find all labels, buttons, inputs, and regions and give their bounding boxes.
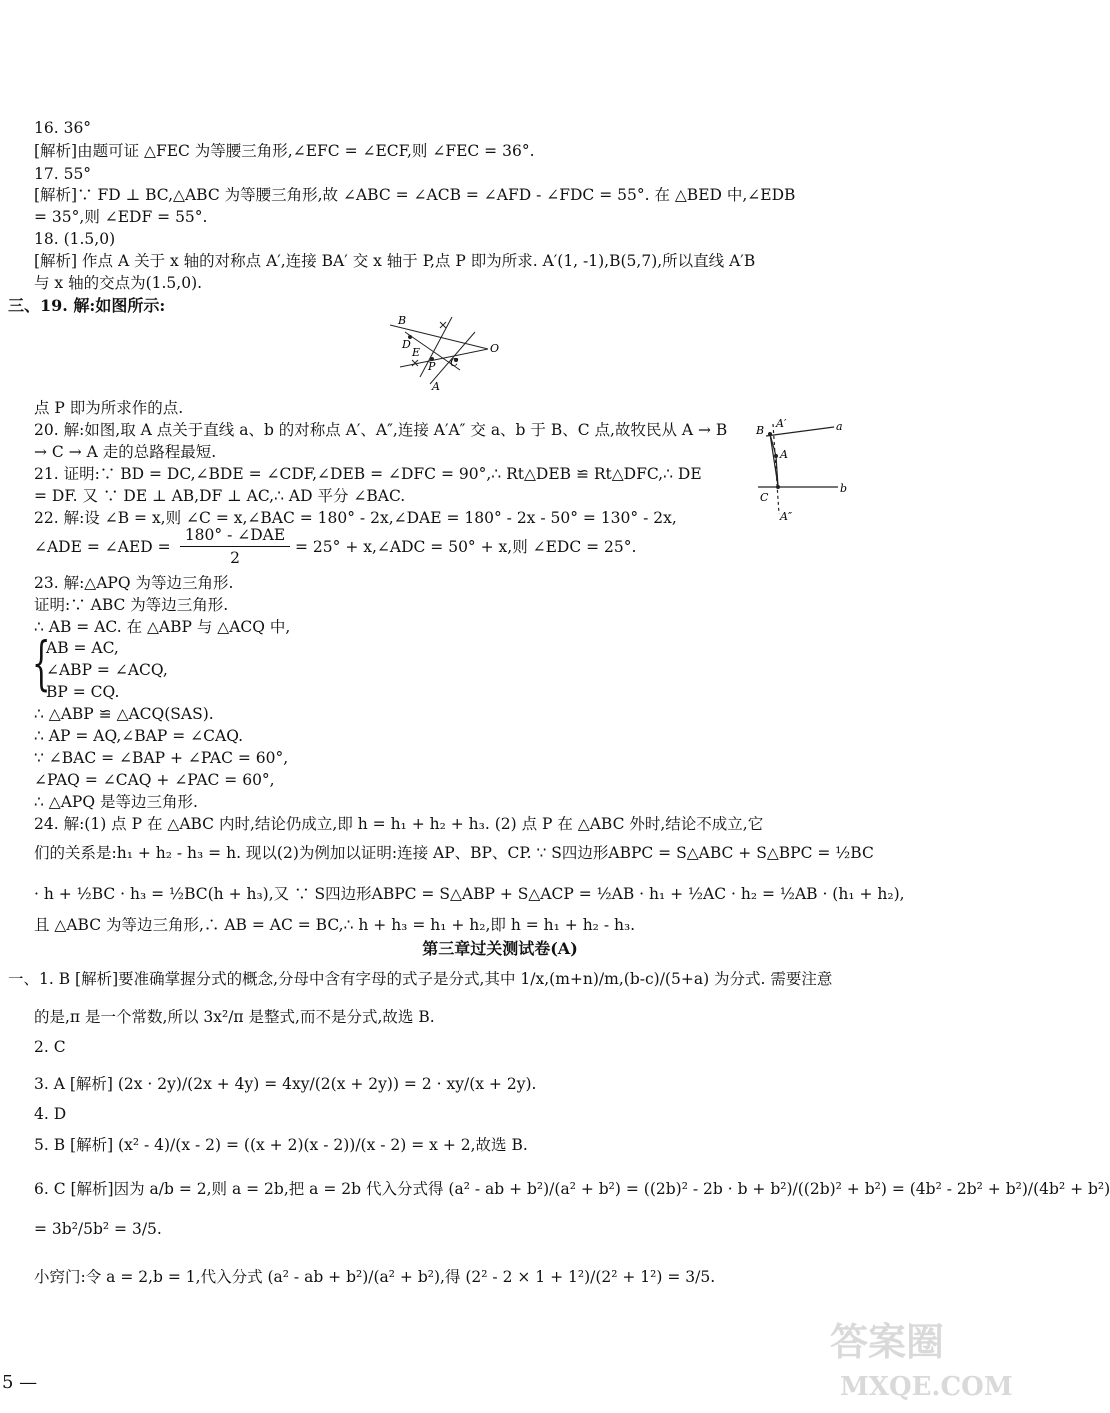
brace: { — [32, 629, 51, 697]
mc-5: 5. B [解析] (x² - 4)/(x - 2) = ((x + 2)(x - 2))/(x - 2) = x + 2,故选 B. — [34, 1136, 528, 1154]
condition-2: ∠ABP = ∠ACQ, — [46, 661, 168, 679]
page-number: 5 — — [2, 1372, 38, 1393]
label-o: O — [490, 342, 500, 355]
mc-3: 3. A [解析] (2x · 2y)/(2x + 4y) = 4xy/(2(x + 2y)) = 2 · xy/(x + 2y). — [34, 1075, 537, 1093]
mc-6-tip: 小窍门:令 a = 2,b = 1,代入分式 (a² - ab + b²)/(a² + b²),得 (2² - 2 × 1 + 1²)/(2² + 1²) = 3/5. — [34, 1268, 716, 1286]
watermark-logo — [820, 1310, 1013, 1405]
answer-24-cont1: 们的关系是:h₁ + h₂ - h₃ = h. 现以(2)为例加以证明:连接 AP、BP、CP. ∵ S四边形ABPC = S△ABC + S△BPC = ½BC — [34, 844, 874, 862]
answer-23: 23. 解:△APQ 为等边三角形. — [34, 574, 234, 592]
answer-22: 22. 解:设 ∠B = x,则 ∠C = x,∠BAC = 180° - 2x,∠DAE = 180° - 2x - 50° = 130° - 2x, — [34, 509, 677, 527]
figure-20 — [746, 416, 856, 528]
label-e: E — [412, 346, 421, 359]
label-c: C — [450, 356, 459, 369]
analysis-16: [解析]由题可证 △FEC 为等腰三角形,∠EFC = ∠ECF,则 ∠FEC = 36°. — [34, 142, 535, 160]
answer-16: 16. 36° — [34, 119, 92, 137]
dashed-a1-a2 — [773, 424, 779, 514]
answer-24: 24. 解:(1) 点 P 在 △ABC 内时,结论仍成立,即 h = h₁ + h₂ + h₃. (2) 点 P 在 △ABC 外时,结论不成立,它 — [34, 815, 764, 833]
fraction-22-denominator: 2 — [230, 549, 240, 567]
mc-1: 一、1. B [解析]要准确掌握分式的概念,分母中含有字母的式子是分式,其中 1/x,(m+n)/m,(b-c)/(5+a) 为分式. 需要注意 — [8, 970, 833, 988]
point-b20 — [768, 432, 772, 436]
answer-22-eq-left: ∠ADE = ∠AED = — [34, 538, 171, 556]
answer-21-cont: = DF. 又 ∵ DE ⊥ AB,DF ⊥ AC,∴ AD 平分 ∠BAC. — [34, 487, 406, 505]
answer-23-conclusion: ∴ △APQ 是等边三角形. — [34, 793, 198, 811]
label-a: A — [432, 380, 440, 393]
answer-18: 18. (1.5,0) — [34, 230, 116, 248]
figure-19 — [380, 312, 510, 394]
answer-23-step5: ∠PAQ = ∠CAQ + ∠PAC = 60°, — [34, 771, 275, 789]
answer-21: 21. 证明:∵ BD = DC,∠BDE = ∠CDF,∠DEB = ∠DFC = 90°,∴ Rt△DEB ≌ Rt△DFC,∴ DE — [34, 465, 702, 483]
answer-19-conclusion: 点 P 即为所求作的点. — [34, 399, 184, 417]
label-line-a: a — [836, 420, 843, 433]
mc-1-cont: 的是,π 是一个常数,所以 3x²/π 是整式,而不是分式,故选 B. — [34, 1008, 435, 1026]
label-a-double-prime: A″ — [780, 510, 793, 523]
answer-22-eq-right: = 25° + x,∠ADC = 50° + x,则 ∠EDC = 25°. — [295, 538, 637, 556]
answer-23-step4: ∵ ∠BAC = ∠BAP + ∠PAC = 60°, — [34, 749, 289, 767]
answer-20: 20. 解:如图,取 A 点关于直线 a、b 的对称点 A′、A″,连接 A′A″ 交 a、b 于 B、C 点,故牧民从 A → B — [34, 421, 728, 439]
mc-6-cont: = 3b²/5b² = 3/5. — [34, 1220, 162, 1238]
mc-2: 2. C — [34, 1038, 66, 1056]
analysis-17: [解析]∵ FD ⊥ BC,△ABC 为等腰三角形,故 ∠ABC = ∠ACB = ∠AFD - ∠FDC = 55°. 在 △BED 中,∠EDB — [34, 186, 796, 204]
answer-23-proof: 证明:∵ ABC 为等边三角形. — [34, 596, 229, 614]
chapter-3-title: 第三章过关测试卷(A) — [422, 939, 578, 958]
answer-19: 三、19. 解:如图所示: — [8, 296, 166, 315]
mc-4: 4. D — [34, 1105, 67, 1123]
label-a-prime: A′ — [776, 417, 787, 430]
point-c20 — [776, 485, 780, 489]
bisector — [420, 317, 452, 377]
condition-3: BP = CQ. — [46, 683, 120, 701]
answer-23-step3: ∴ AP = AQ,∠BAP = ∠CAQ. — [34, 727, 244, 745]
label-c20: C — [760, 491, 769, 504]
watermark-domain: MXQE.COM — [840, 1372, 1013, 1402]
label-d: D — [402, 338, 411, 351]
watermark-text: 答案圈 — [830, 1319, 945, 1364]
condition-1: AB = AC, — [46, 639, 119, 657]
fraction-22-numerator: 180° - ∠DAE — [184, 526, 286, 544]
analysis-18-cont: 与 x 轴的交点为(1.5,0). — [34, 274, 203, 292]
answer-23-step1: ∴ AB = AC. 在 △ABP 与 △ACQ 中, — [34, 618, 291, 636]
answer-20-cont: → C → A 走的总路程最短. — [34, 443, 217, 461]
mc-6: 6. C [解析]因为 a/b = 2,则 a = 2b,把 a = 2b 代入分式得 (a² - ab + b²)/(a² + b²) = ((2b)² - 2b · b + b²)/((2b)² + b²) = (4b² - 2b² + b²)/(4b² + b²) — [34, 1180, 1110, 1198]
label-b20: B — [756, 424, 765, 437]
arc-mark-1 — [440, 322, 446, 328]
answer-24-cont2: · h + ½BC · h₃ = ½BC(h + h₃),又 ∵ S四边形ABPC = S△ABP + S△ACP = ½AB · h₁ + ½AC · h₂ = ½AB · (h₁ + h₂), — [34, 885, 905, 903]
point-a20 — [774, 454, 778, 458]
label-a20: A — [780, 448, 788, 461]
answer-24-cont3: 且 △ABC 为等边三角形,∴ AB = AC = BC,∴ h + h₃ = h₁ + h₂,即 h = h₁ + h₂ - h₃. — [34, 916, 636, 934]
label-line-b: b — [840, 482, 848, 495]
label-p: P — [428, 360, 436, 373]
answer-17: 17. 55° — [34, 165, 92, 183]
analysis-17-cont: = 35°,则 ∠EDF = 55°. — [34, 208, 208, 226]
answer-23-step2: ∴ △ABP ≌ △ACQ(SAS). — [34, 705, 214, 723]
analysis-18: [解析] 作点 A 关于 x 轴的对称点 A′,连接 BA′ 交 x 轴于 P,点 P 即为所求. A′(1, -1),B(5,7),所以直线 A′B — [34, 252, 756, 270]
label-b: B — [398, 314, 407, 327]
